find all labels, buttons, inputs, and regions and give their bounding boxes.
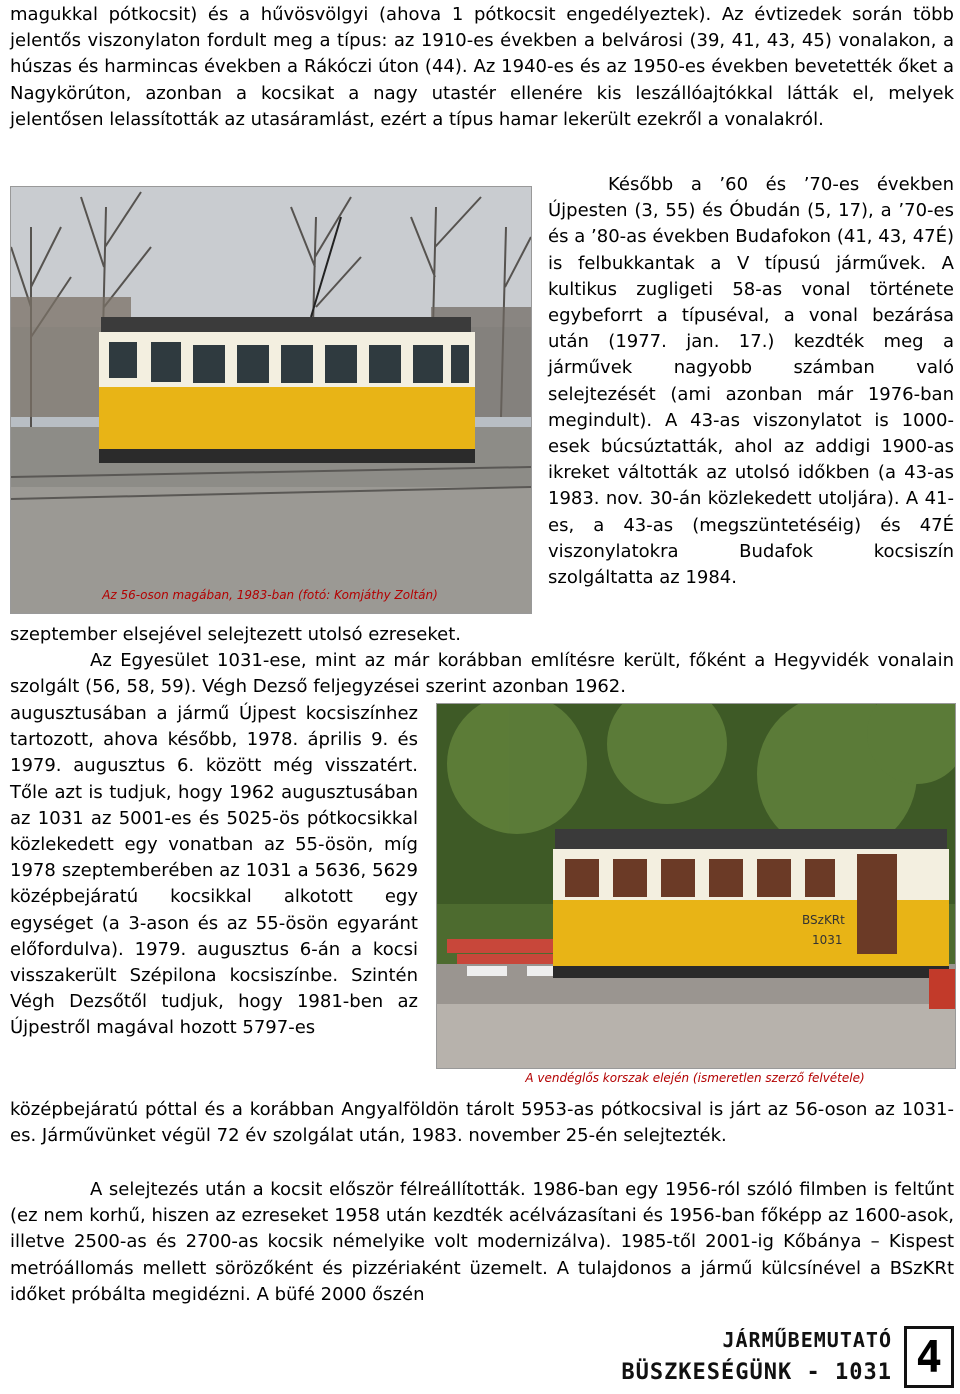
paragraph-middle: Az Egyesület 1031-ese, mint az már korábban említésre került, főként a Hegyvidék vonalain szolgált (56, 58, 59). Végh Dezső feljegyzései szerint azonban 1962.	[10, 650, 954, 698]
photo-2-caption: A vendéglős korszak elején (ismeretlen szerző felvétele)	[525, 1071, 865, 1085]
paragraph-bottom: A selejtezés után a kocsit először félreállították. 1986-ban egy 1956-ról szóló filmben is feltűnt (ez nem korhű, hiszen az ezreseket 1958 után kezdték acélvázasítani és 1956-ban főképp az 1600-asok, illetve 2500-as és 2700-as kocsik némelyike volt modernizálva). 1985-től 2001-ig Kőbánya – Kispest metróállomás mellett sörözőként és pizzériaként üzemelt. A tulajdonos a jármű külcsínével a BSzKRt időket próbálta megidézni. A büfé 2000 őszén	[10, 1179, 954, 1305]
paragraph-right-column-continued: szeptember elsejével selejtezett utolsó ezreseket.	[10, 624, 461, 645]
paragraph-left-column: augusztusában a jármű Újpest kocsiszínhez tartozott, ahova később, 1978. április 9. és 1979. augusztus 6. között még visszatért. Tőle azt is tudjuk, hogy 1962 augusztusában az 1031 az 5001-es és 5025-ös pótkocsikkal közlekedett egy vonatban az 55-ösön, míg 1978 szeptemberében az 1031 a 5636, 5629 középbejáratú kocsikkal alkotott egy egységet (a 3-ason és az 55-ösön egyaránt előfordulva). 1979. augusztus 6-án a kocsi visszakerült Szépilona kocsiszínbe. Szintén Végh Dezsőtől tudjuk, hogy 1981-ben az Újpestről magával hozott 5797-es	[10, 703, 418, 1039]
page-number: 4	[904, 1326, 954, 1388]
tram-number-text: 1031	[812, 933, 843, 947]
footer-article-title: BÜSZKESÉGÜNK - 1031	[621, 1360, 892, 1385]
footer-section-title: JÁRMŰBEMUTATÓ	[722, 1328, 892, 1352]
paragraph-top: magukkal pótkocsit) és a hűvösvölgyi (ahova 1 pótkocsit engedélyeztek). Az évtizedek során több jelentős viszonylaton fordult meg a típus: az 1910-es években a belvárosi (39, 41, 43, 45) vonalakon, a húszas és harmincas években a Rákóczi úton (44). Az 1940-es és az 1950-es években bevetették őket a Nagykörúton, azonban a kocsikat a nagy utastér ellenére kis leszállóajtókkal látták el, melyek jelentősen lelassították az utasáramlást, ezért a típus hamar lekerült ezekről a vonalakról.	[10, 4, 954, 130]
tram-photo-1983	[10, 186, 532, 614]
tram-photo-1983-image	[11, 187, 531, 613]
restaurant-era-photo-image	[437, 704, 955, 1068]
paragraph-left-column-continued: középbejáratú póttal és a korábban Angyalföldön tárolt 5953-as pótkocsival is járt az 56-oson az 1031-es. Járművünket végül 72 év szolgálat után, 1983. november 25-én selejtezték.	[10, 1099, 954, 1147]
paragraph-right-column: Később a ’60 és ’70-es években Újpesten (3, 55) és Óbudán (5, 17), a ’70-es és a ’80-as években Budafokon (41, 43, 47É) is felbukkantak a V típusú járművek. A kultikus zugligeti 58-as vonal története egybeforrt a típuséval, a vonal bezárása után (1977. jan. 17.) kezdték meg a járművek nagyobb számban való selejtezését (ami azonban már 1976-ban megindult). A 43-as viszonylatot is 1000-esek búcsúztatták, ahol az addigi 1900-as ikreket váltották az utolsó időkben (a 43-as 1983. nov. 30-án közlekedett utoljára). A 41-es, a 43-as (megszüntetéséig) és 47É viszonylatokra Budafok kocsiszín szolgáltatta az 1984.	[548, 174, 954, 589]
tram-sign-text: BSzKRt	[802, 913, 845, 927]
photo-1-caption: Az 56-oson magában, 1983-ban (fotó: Komjáthy Zoltán)	[102, 588, 438, 602]
restaurant-era-photo	[436, 703, 956, 1069]
